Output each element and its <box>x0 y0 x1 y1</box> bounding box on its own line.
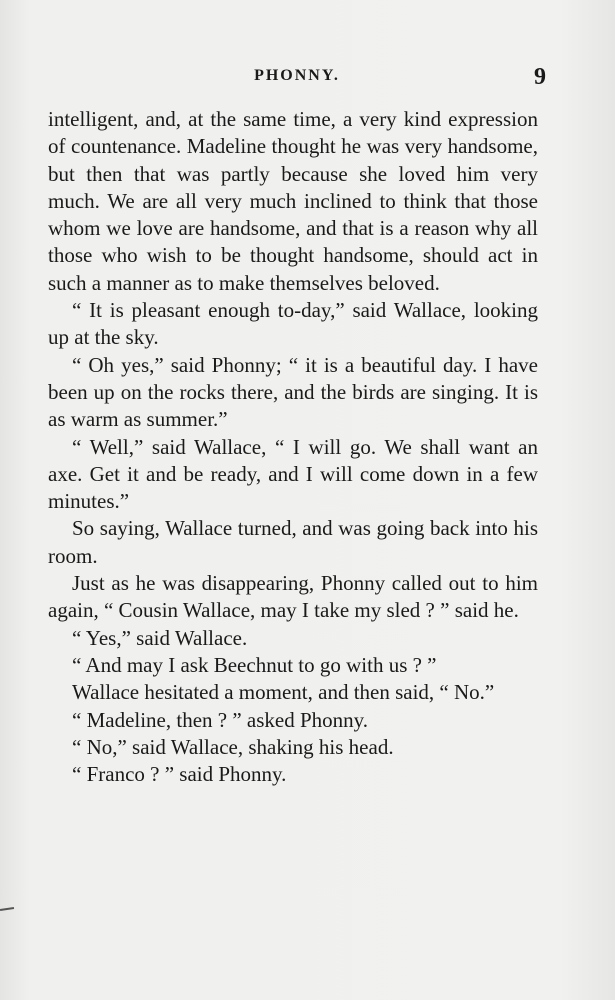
paragraph: “ Madeline, then ? ” asked Phonny. <box>72 707 369 732</box>
page-header <box>48 64 546 90</box>
paragraph: “ Well,” said Wallace, “ I will go. We shall want an axe. Get it and be ready, and I will come down in a few minutes.” <box>48 434 538 514</box>
paragraph: Wallace hesitated a moment, and then said, “ No.” <box>72 680 495 705</box>
paragraph: “ Yes,” said Wallace. <box>72 625 248 650</box>
paragraph: Just as he was disappearing, Phonny called out to him again, “ Cousin Wallace, may I take my sled ? ” said he. <box>48 571 538 623</box>
body-text <box>48 106 538 788</box>
margin-mark <box>0 907 14 911</box>
paragraph: “ Oh yes,” said Phonny; “ it is a beautiful day. I have been up on the rocks there, and the birds are singing. It is as warm as summer.” <box>48 352 538 432</box>
paragraph: So saying, Wallace turned, and was going back into his room. <box>48 516 538 568</box>
paragraph: “ It is pleasant enough to-day,” said Wallace, looking up at the sky. <box>48 298 538 350</box>
running-title: PHONNY. <box>254 67 340 84</box>
paragraph: “ Franco ? ” said Phonny. <box>72 762 287 787</box>
paragraph: intelligent, and, at the same time, a very kind expression of countenance. Madeline thought he was very handsome, but then that was partly because she loved him very much. We are all very much inclined to think that those whom we love are handsome, and that is a reason why all those who wish to be thought handsome, should act in such a manner as to make themselves beloved. <box>48 107 538 295</box>
paragraph: “ And may I ask Beechnut to go with us ? ” <box>72 652 437 677</box>
page-number: 9 <box>534 64 546 90</box>
paragraph: “ No,” said Wallace, shaking his head. <box>72 734 394 759</box>
